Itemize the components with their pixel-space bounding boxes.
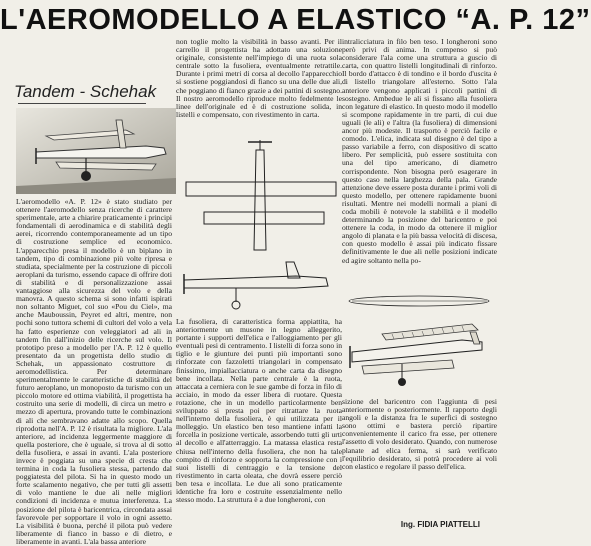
article-column-2-bottom: La fusoliera, di caratteristica forma appiattita, ha anteriormente un musone in legno alleggerito, portante i supporti dell'elica e l'alloggiamento per gli eventuali pesi di centramento. I listelli di forza sono in tiglio e le giunture dei punti più importanti sono rinforzate con fazzoletti triangolari in compensato finissimo, impiallacciatura o anche carta da disegno bene incollata. Nella parte centrale è la ruota, attaccata a cerniera con le sue gambe di forza in filo di acciaio, in modo da esser libera di ruotare. Questa rotazione, che in un modello particolarmente ben sviluppato si presta poi per ritrattare la ruota nell'interno della fusoliera, è qui utilizzata per il molleggio. Un elastico ben teso mantiene infatti la forcella in posizione verticale, assorbendo tutti gli urti al decollo e all'atterraggio. La matassa elastica resta chiusa nell'interno della fusoliera, che non ha tale compito di rinforzo e sopporta la compressione con i suoi listelli di centraggio e la tensione del rivestimento in carta oleata, che dovrà essere perciò ben tesa e incollata. Le due ali sono praticamente identiche fra loro e costruite essenzialmente nello stesso modo. La struttura è a due longheroni, con (176, 317, 342, 505)
article-column-3: intralicciatura in filo ben teso. I longheroni sono però privi di anima. In compenso si può considerare l'ala come una struttura a guscio di carta, con quattro listelli longitudinali di rinforzo. Il bordo d'attacco è di tondino e il bordo d'uscita è di listello triangolare all'esterno. Sotto l'ala anteriore vengono applicati i piccoli pattini di sostegno. Ambedue le ali si fissano alla fusoliera con legature di elastico. In questo modo il modello si scompone rapidamente in tre parti, di cui due uguali (le ali) e l'altra (la fusoliera) di dimensioni ancor più modeste. Il trasporto è perciò facile e comodo. L'elica, indicata sul disegno è del tipo a passo variabile a ferro, con dispositivo di scatto libero. Per semplicità, può essere sostituita con una del tipo americano, di diametro corrispondente. Non bisogna però esagerare in questo caso nella larghezza della pala. Grande attenzione deve essere posta durante i primi voli di questo modello, per ottenere rapidamente buoni risultati. Mentre nei modelli normali a piani di coda mobili è notevole la stabilità e il modello determinando la posizione del baricentro e poi ottenere la coda, in modo da ottenere il miglior angolo di planata e la più bassa velocità di discesa, con questo modello è assai più indicato fissare definitivamente le due ali nelle posizioni indicate ed agire soltanto nella po- (342, 37, 497, 265)
article-title: L'AEROMODELLO A ELASTICO “A. P. 12” (0, 4, 591, 36)
article-column-3-bottom: sizione del baricentro con l'aggiunta di pesi anteriormente o posteriormente. Il rapporto degli angoli e la distanza fra le superfici di sostegno sono ottimi e bastera perciò ripartire convenientemente il carico fra esse, per ottenere l'assetto di volo desiderato. Quando, con numerose planate ad elica ferma, si sarà verificato l'equilibrio desiderato, si potrà procedere ai voli con elastico e regolare il passo dell'elica. (342, 397, 497, 471)
article-column-2: non toglie molto la visibilità in basso avanti. Per il carrello il progettista ha adottato una soluzione originale, consistente nell'impiego di una ruota sola centrale sotto la fusoliera, eventualmente retrattile. Durante i primi metri di corsa al decollo l'apparecchio si sostiene poggiandosi di fianco su una delle due ali, che poggiano di fianco grazie a dei pattini di sostegno. Il nostro aeromodello riproduce molto fedelmente le linee dell'originale ed è di costruzione solida, in listelli e compensato, con rivestimento in carta. (176, 37, 342, 119)
article-subtitle: Tandem - Schehak (14, 82, 157, 101)
subtitle-underline (18, 103, 146, 104)
model-photo (16, 108, 176, 194)
author-signature: Ing. FIDIA PIATTELLI (400, 520, 480, 529)
article-column-1: L'aeromodello «A. P. 12» è stato studiato per ottenere l'aeromodello senza ricerche di carattere sperimentale, arte a chiarire praticamente i principi fondamentali di aerodinamica e di stabilità degli aerei, ricorrendo contemporaneamente ad un tipo di costruzione semplice ed economico. L'apparecchio presa il modello è un biplano in tandem, tipo di combinazione più volte ripresa e studiata, specialmente per la costruzione di piccoli aeroplani da turismo, essendo capace di offrire doti di stabilità e di personalizzazione assai vantaggiose alla sicurezza del volo e della manovra. A questo schema si sono infatti ispirati non soltanto Miguet, col suo «Pou du Ciel», ma anche Mauboussin, Peyret ed altri, mentre, non pochi sono tuttora schemi di cultori del volo a vela ha fatto esperienze con veleggiatori ad ali in tandem fin dall'inizio delle ricerche sul volo. Il prototipo preso a modello per l'A. P. 12 è quello presentato da un progettista dello studio di Schehak, un appassionato costruttore di aeromodellistica. Per determinare sperimentalmente le caratteristiche di stabilità del futuro aeroplano, un monoposto da turismo con un piccolo motore ed ottima viabilità, il progettista ha costruito una serie di modelli, di circa un metro e mezzo di apertura, provando tutte le combinazioni di ali che sembravano adatte allo scopo. Quella riprodotta nell'A. P. 12 è risultata la migliore. L'ala anteriore, ad incidenza leggermente maggiore di quella posteriore, che è uguale, si trova al di sotto della fusoliera, e assai in avanti. L'ala posteriore invece è poggiata su una specie di cresta che termina in coda la fusoliera stessa, partendo dal poggiatesta del pilota. Si ha in questo modo un forte scalamento negativo, che per tutti gli assetti di volo mantiene le due ali nelle migliori condizioni di incidenza e mutua interferenza. La posizione del pilota è baricentrica, circondata assai favorevole per sopportare il volo in ogni assetto. La visibilità è buona, perché il pilota può vedere liberamente di fianco in basso e di dietro, e liberamente in avanti. L'ala bassa anteriore (16, 197, 172, 546)
